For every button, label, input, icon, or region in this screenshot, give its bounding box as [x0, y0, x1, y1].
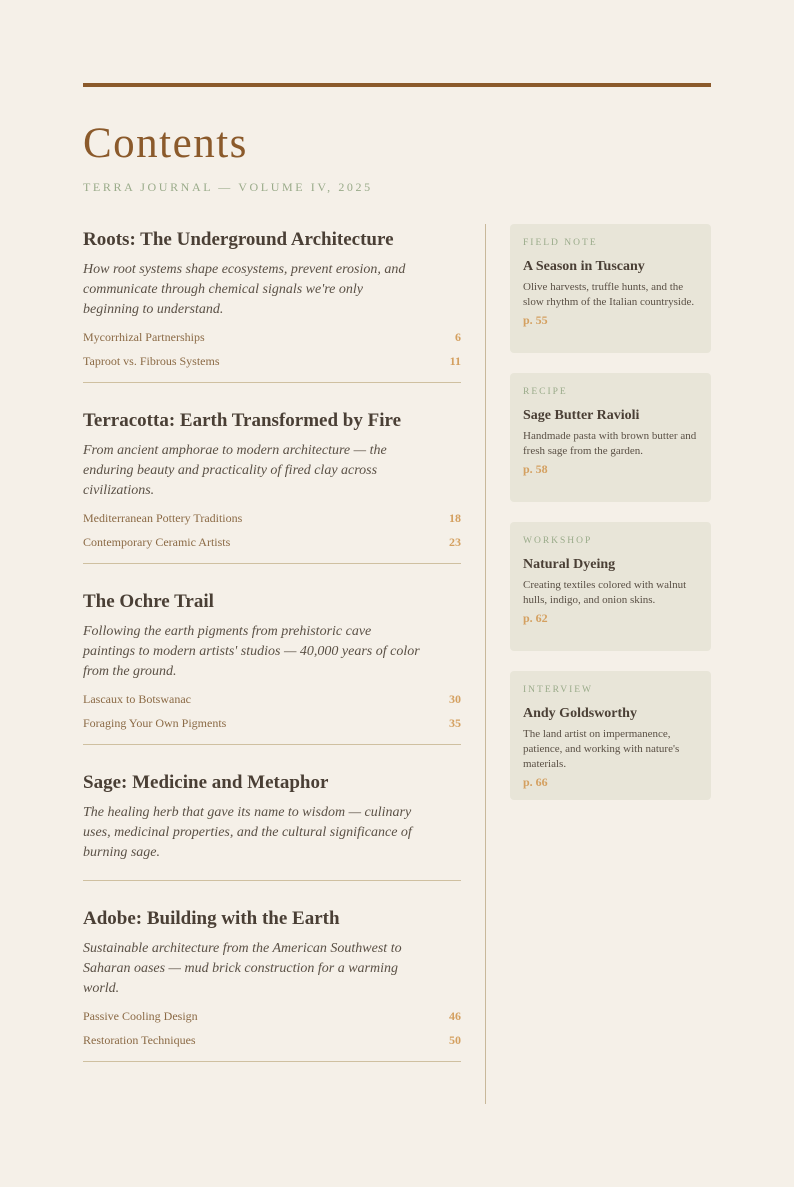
card-category: INTERVIEW [523, 685, 593, 695]
page-title: Contents [83, 120, 248, 167]
toc-item-page: 6 [455, 329, 461, 344]
card-title: A Season in Tuscany [523, 259, 645, 274]
card-category: WORKSHOP [523, 536, 593, 546]
section-description: Following the earth pigments from prehistoric cave paintings to modern artists' studios — 40,000 years of color from the ground. [83, 624, 420, 679]
toc-item-label: Mediterranean Pottery Traditions [83, 510, 243, 525]
toc-item-page: 30 [449, 691, 461, 706]
toc-item-label: Taproot vs. Fibrous Systems [83, 353, 220, 368]
toc-item-label: Passive Cooling Design [83, 1008, 198, 1023]
toc-item[interactable] [83, 349, 461, 373]
card-description: Handmade pasta with brown butter and fresh sage from the garden. [523, 430, 697, 457]
section-description: Sustainable architecture from the American Southwest to Saharan oases — mud brick construction for a warming world. [83, 941, 402, 996]
top-rule [83, 83, 711, 87]
section-roots [83, 228, 461, 383]
toc-items [83, 687, 461, 735]
section-description: From ancient amphorae to modern architecture — the enduring beauty and practicality of fired clay across civilizations. [83, 443, 387, 498]
section-sage [83, 771, 461, 881]
toc-item[interactable] [83, 687, 461, 711]
sidebar-card-field-note[interactable] [510, 224, 711, 353]
section-title[interactable]: Adobe: Building with the Earth [83, 908, 340, 929]
card-title: Andy Goldsworthy [523, 706, 637, 721]
toc-items [83, 325, 461, 373]
sidebar-card-interview[interactable] [510, 671, 711, 800]
toc-item-page: 23 [449, 534, 461, 549]
section-description: How root systems shape ecosystems, prevent erosion, and communicate through chemical signals we're only beginning to understand. [83, 262, 406, 317]
toc-item-page: 50 [449, 1032, 461, 1047]
card-page: p. 66 [523, 775, 548, 789]
toc-item[interactable] [83, 530, 461, 554]
section-ochre [83, 590, 461, 745]
section-terracotta [83, 409, 461, 564]
sidebar-card-workshop[interactable] [510, 522, 711, 651]
toc-item-label: Restoration Techniques [83, 1032, 196, 1047]
toc-items [83, 1004, 461, 1052]
card-page: p. 55 [523, 313, 548, 327]
card-page: p. 58 [523, 462, 548, 476]
sidebar [510, 224, 711, 820]
section-title[interactable]: Sage: Medicine and Metaphor [83, 772, 329, 793]
toc-item-page: 35 [449, 715, 461, 730]
toc-item[interactable] [83, 325, 461, 349]
card-category: RECIPE [523, 387, 568, 397]
toc-item-label: Contemporary Ceramic Artists [83, 534, 231, 549]
card-title: Sage Butter Ravioli [523, 408, 640, 423]
column-divider [485, 224, 486, 1104]
section-title[interactable]: The Ochre Trail [83, 591, 214, 612]
card-description: Creating textiles colored with walnut hulls, indigo, and onion skins. [523, 579, 687, 606]
toc-item-page: 46 [449, 1008, 461, 1023]
card-page: p. 62 [523, 611, 548, 625]
toc-item[interactable] [83, 506, 461, 530]
section-title[interactable]: Roots: The Underground Architecture [83, 229, 394, 250]
toc-item-label: Lascaux to Botswanac [83, 691, 191, 706]
toc-items [83, 506, 461, 554]
card-title: Natural Dyeing [523, 557, 616, 572]
journal-subtitle: TERRA JOURNAL — VOLUME IV, 2025 [83, 180, 373, 194]
section-title[interactable]: Terracotta: Earth Transformed by Fire [83, 410, 402, 431]
contents-main [83, 228, 461, 1088]
toc-item-page: 18 [449, 510, 461, 525]
sidebar-card-recipe[interactable] [510, 373, 711, 502]
toc-item[interactable] [83, 711, 461, 735]
section-adobe [83, 907, 461, 1062]
section-description: The healing herb that gave its name to wisdom — culinary uses, medicinal properties, and the cultural significance of burning sage. [83, 805, 412, 860]
toc-item[interactable] [83, 1028, 461, 1052]
card-description: Olive harvests, truffle hunts, and the slow rhythm of the Italian countryside. [523, 281, 695, 308]
card-description: The land artist on impermanence, patience, and working with nature's materials. [523, 728, 680, 770]
toc-item-page: 11 [449, 353, 461, 368]
toc-item[interactable] [83, 1004, 461, 1028]
toc-item-label: Foraging Your Own Pigments [83, 715, 227, 730]
toc-item-label: Mycorrhizal Partnerships [83, 329, 205, 344]
card-category: FIELD NOTE [523, 238, 598, 248]
